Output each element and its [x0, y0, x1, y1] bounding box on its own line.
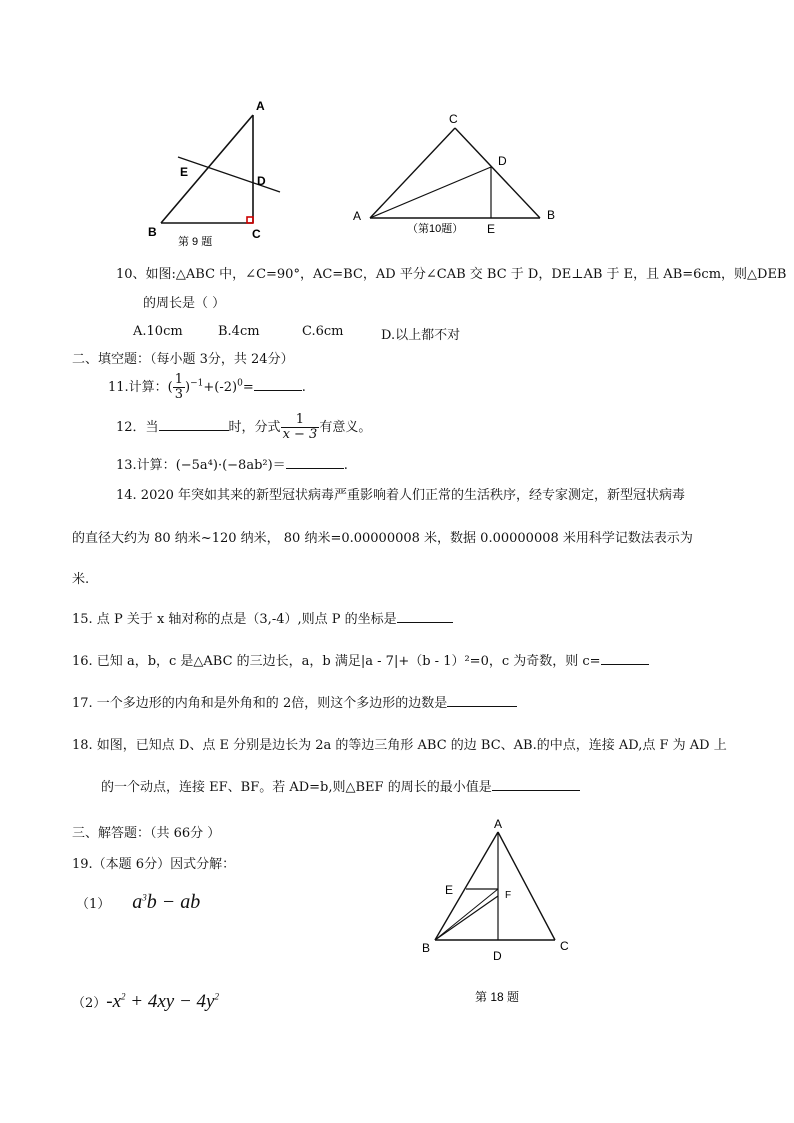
- q13-answer-blank[interactable]: [286, 456, 344, 469]
- q12-frac-den: x − 3: [282, 427, 318, 442]
- q11-plus: +(-2): [203, 380, 238, 395]
- q19-part2: [72, 988, 219, 1016]
- fig10-side-cb: [455, 128, 540, 218]
- q10-line2: 的周长是（ ）: [143, 296, 226, 311]
- q12-suffix: 有意义。: [319, 420, 372, 435]
- q19-part1-label: （1）: [76, 897, 111, 912]
- q18-answer-blank[interactable]: [492, 778, 580, 791]
- q17: [72, 692, 517, 711]
- section3-title: 三、解答题：（共 66分 ）: [72, 826, 221, 841]
- q12-frac-num: 1: [281, 413, 320, 428]
- fig18-label-d: D: [493, 949, 502, 963]
- q11-close: ): [185, 380, 191, 395]
- q12: [116, 410, 371, 446]
- q10-option-a: A.10cm: [133, 324, 183, 339]
- q16-text: 16. 已知 a，b，c 是△ABC 的三边长，a，b 满足|a - 7|+（b - 1）²=0，c 为奇数，则 c=: [72, 654, 601, 669]
- q11-end: .: [301, 380, 306, 395]
- q10-line1: 10、如图:△ABC 中，∠C=90°，AC=BC，AD 平分∠CAB 交 BC 于 D，DE⊥AB 于 E，且 AB=6cm，则△DEB: [116, 267, 787, 282]
- fig9-label-a: A: [256, 99, 265, 113]
- fig9-right-angle-mark: [247, 217, 253, 223]
- fig9-label-d: D: [257, 174, 266, 188]
- q18-line1: 18. 如图，已知点 D、点 E 分别是边长为 2a 的等边三角形 ABC 的边 BC、AB.的中点，连接 AD,点 F 为 AD 上: [72, 738, 727, 753]
- q18-line2-wrap: [101, 776, 580, 795]
- fig10-label-a: A: [353, 209, 362, 223]
- fig18-label-e: E: [445, 883, 454, 897]
- fig18-side-ac: [498, 832, 555, 940]
- fig10-label-c: C: [449, 112, 458, 126]
- q19-part2-label: （2）: [72, 996, 107, 1011]
- q17-answer-blank[interactable]: [447, 694, 517, 707]
- fig10-label-e: E: [487, 222, 496, 236]
- q14-line1: 14. 2020 年突如其来的新型冠状病毒严重影响着人们正常的生活秩序，经专家测定，新型冠状病毒: [116, 488, 686, 503]
- q11-exp1: −1: [190, 378, 204, 389]
- q14-line3: 米.: [72, 572, 90, 587]
- fig10-caption: （第10题）: [407, 223, 464, 235]
- fig10-side-ac: [370, 128, 455, 218]
- q11-eq: =: [242, 380, 254, 395]
- q11-answer-blank[interactable]: [254, 378, 302, 391]
- fig9-label-b: B: [148, 225, 157, 239]
- q16-answer-blank[interactable]: [601, 652, 649, 665]
- q12-prefix: 12．当: [116, 420, 159, 435]
- figure-10: [345, 108, 570, 238]
- q11-frac-den: 3: [174, 387, 184, 402]
- q13-expression: (−5a⁴)·(−8ab²)＝: [175, 458, 286, 473]
- fig9-hypotenuse: [161, 115, 253, 223]
- q13: [116, 454, 348, 473]
- q17-text: 17. 一个多边形的内角和是外角和的 2倍，则这个多边形的边数是: [72, 696, 448, 711]
- q11-fraction: [173, 373, 185, 402]
- q16: [72, 650, 649, 669]
- q12-mid: 时，分式: [228, 420, 281, 435]
- q13-prefix: 13.计算：: [116, 458, 176, 473]
- q12-answer-blank[interactable]: [159, 418, 229, 431]
- q18-line2: 的一个动点，连接 EF、BF。若 AD=b,则△BEF 的周长的最小值是: [101, 780, 492, 795]
- q15: [72, 608, 453, 627]
- q19-part1: [76, 888, 200, 916]
- fig18-label-f: F: [505, 890, 512, 901]
- fig10-label-d: D: [498, 154, 507, 168]
- q11-frac-num: 1: [174, 372, 184, 387]
- q10-option-d: D.以上都不对: [381, 328, 461, 343]
- q11: [108, 372, 306, 404]
- fig10-label-b: B: [547, 208, 556, 222]
- fig9-label-c: C: [252, 227, 261, 241]
- q11-exp2: 0: [237, 378, 243, 389]
- figure-18: [410, 812, 590, 1012]
- q13-end: .: [343, 458, 348, 473]
- q14-line2: 的直径大约为 80 纳米~120 纳米， 80 纳米=0.00000008 米，数据 0.00000008 米用科学记数法表示为: [72, 531, 693, 546]
- q11-prefix: 11.计算：(: [108, 380, 173, 395]
- fig18-label-a: A: [494, 817, 503, 831]
- q19-expression-2: $-x^2 + 4xy - 4y^2$: [106, 991, 219, 1012]
- fig18-caption: 第 18 题: [475, 990, 520, 1004]
- q19-expression-1: $a^3b$ − ab: [132, 891, 201, 913]
- section2-title: 二、填空题：（每小题 3分，共 24分）: [72, 352, 294, 367]
- fig18-segment-bf: [435, 896, 498, 940]
- q15-text: 15. 点 P 关于 x 轴对称的点是（3,-4）,则点 P 的坐标是: [72, 612, 397, 627]
- fig18-label-b: B: [422, 941, 431, 955]
- fig18-label-c: C: [560, 939, 569, 953]
- fig10-bisector-ad: [370, 167, 491, 218]
- q12-fraction: [281, 413, 320, 442]
- fig9-label-e: E: [180, 165, 189, 179]
- q19-title: 19.（本题 6分）因式分解：: [72, 857, 236, 872]
- fig9-caption: 第 9 题: [178, 236, 213, 248]
- figure-9: [140, 95, 300, 255]
- q15-answer-blank[interactable]: [397, 610, 453, 623]
- q10-option-b: B.4cm: [218, 324, 260, 339]
- q10-option-c: C.6cm: [302, 324, 344, 339]
